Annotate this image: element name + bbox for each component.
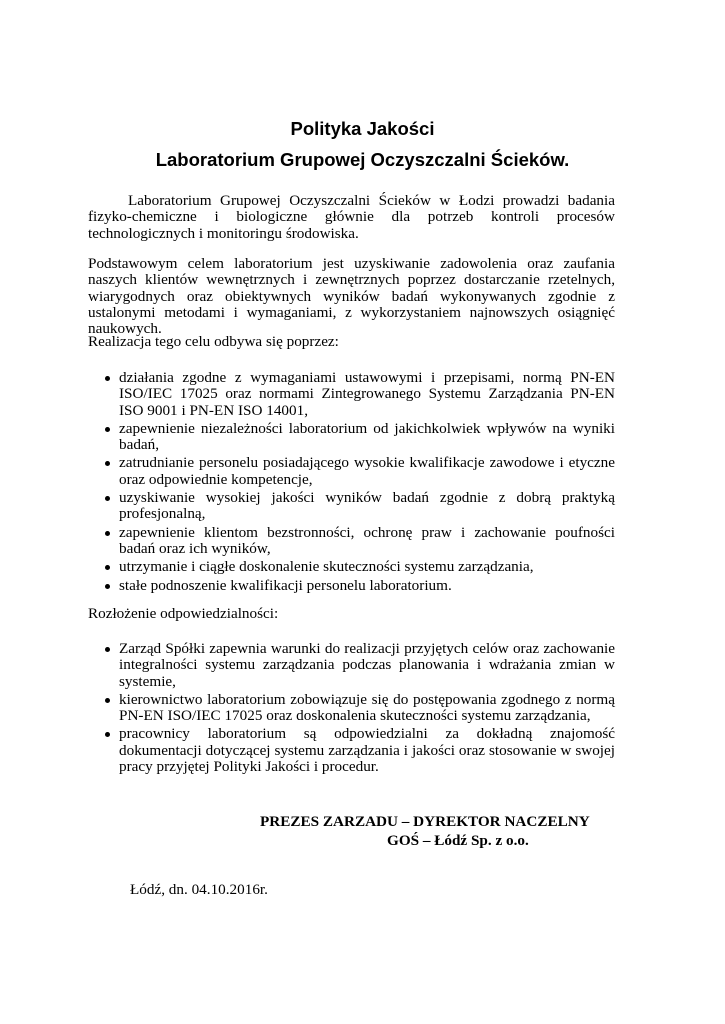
goal-paragraph: Podstawowym celem laboratorium jest uzyskiwanie zadowolenia oraz zaufania naszych klientów wewnętrznych i zewnętrznych poprzez dostarczanie rzetelnych, wiarygodnych oraz obiektywnych wyników badań wykonywanych zgodnie z ustalonymi metodami i wymaganiami, z wykorzystaniem najnowszych osiągnięć naukowych. [88, 255, 615, 338]
list-item: kierownictwo laboratorium zobowiązuje się do postępowania zgodnego z normą PN-EN ISO/IEC 17025 oraz doskonalenia skuteczności systemu zarządzania, [88, 692, 615, 725]
realization-list [88, 370, 615, 596]
signature-role: PREZES ZARZADU – DYREKTOR NACZELNY [260, 813, 590, 830]
list-item: zatrudnianie personelu posiadającego wysokie kwalifikacje zawodowe i etyczne oraz odpowiednie kompetencje, [88, 455, 615, 488]
list-item: Zarząd Spółki zapewnia warunki do realizacji przyjętych celów oraz zachowanie integralności systemu zarządzania podczas planowania i wdrażania zmian w systemie, [88, 641, 615, 690]
responsibility-heading: Rozłożenie odpowiedzialności: [88, 605, 279, 622]
bullet-icon [105, 496, 110, 501]
bullet-icon [105, 732, 110, 737]
signature-company: GOŚ – Łódź Sp. z o.o. [387, 832, 529, 849]
responsibility-list [88, 641, 615, 777]
bullet-icon [105, 461, 110, 466]
list-item: zapewnienie klientom bezstronności, ochronę praw i zachowanie poufności badań oraz ich wyników, [88, 525, 615, 558]
list-item: utrzymanie i ciągłe doskonalenie skuteczności systemu zarządzania, [88, 559, 615, 575]
bullet-icon [105, 584, 110, 589]
date-line: Łódź, dn. 04.10.2016r. [130, 881, 268, 898]
bullet-icon [105, 376, 110, 381]
list-item: stałe podnoszenie kwalifikacji personelu laboratorium. [88, 578, 615, 594]
list-item: pracownicy laboratorium są odpowiedzialni za dokładną znajomość dokumentacji dotyczącej systemu zarządzania i jakości oraz stosowanie w swojej pracy przyjętej Polityki Jakości i procedur. [88, 726, 615, 775]
realization-heading: Realizacja tego celu odbywa się poprzez: [88, 333, 339, 350]
list-item: działania zgodne z wymaganiami ustawowymi i przepisami, normą PN-EN ISO/IEC 17025 oraz normami Zintegrowanego Systemu Zarządzania PN-EN ISO 9001 i PN-EN ISO 14001, [88, 370, 615, 419]
document-subtitle: Laboratorium Grupowej Oczyszczalni Ścieków. [155, 149, 570, 170]
bullet-icon [105, 531, 110, 536]
document-title: Polityka Jakości [290, 118, 435, 139]
intro-paragraph: Laboratorium Grupowej Oczyszczalni Ścieków w Łodzi prowadzi badania fizyko-chemiczne i biologiczne głównie dla potrzeb kontroli procesów technologicznych i monitoringu środowiska. [88, 192, 615, 242]
bullet-icon [105, 698, 110, 703]
bullet-icon [105, 427, 110, 432]
list-item: zapewnienie niezależności laboratorium od jakichkolwiek wpływów na wyniki badań, [88, 421, 615, 454]
list-item: uzyskiwanie wysokiej jakości wyników badań zgodnie z dobrą praktyką profesjonalną, [88, 490, 615, 523]
bullet-icon [105, 565, 110, 570]
bullet-icon [105, 647, 110, 652]
